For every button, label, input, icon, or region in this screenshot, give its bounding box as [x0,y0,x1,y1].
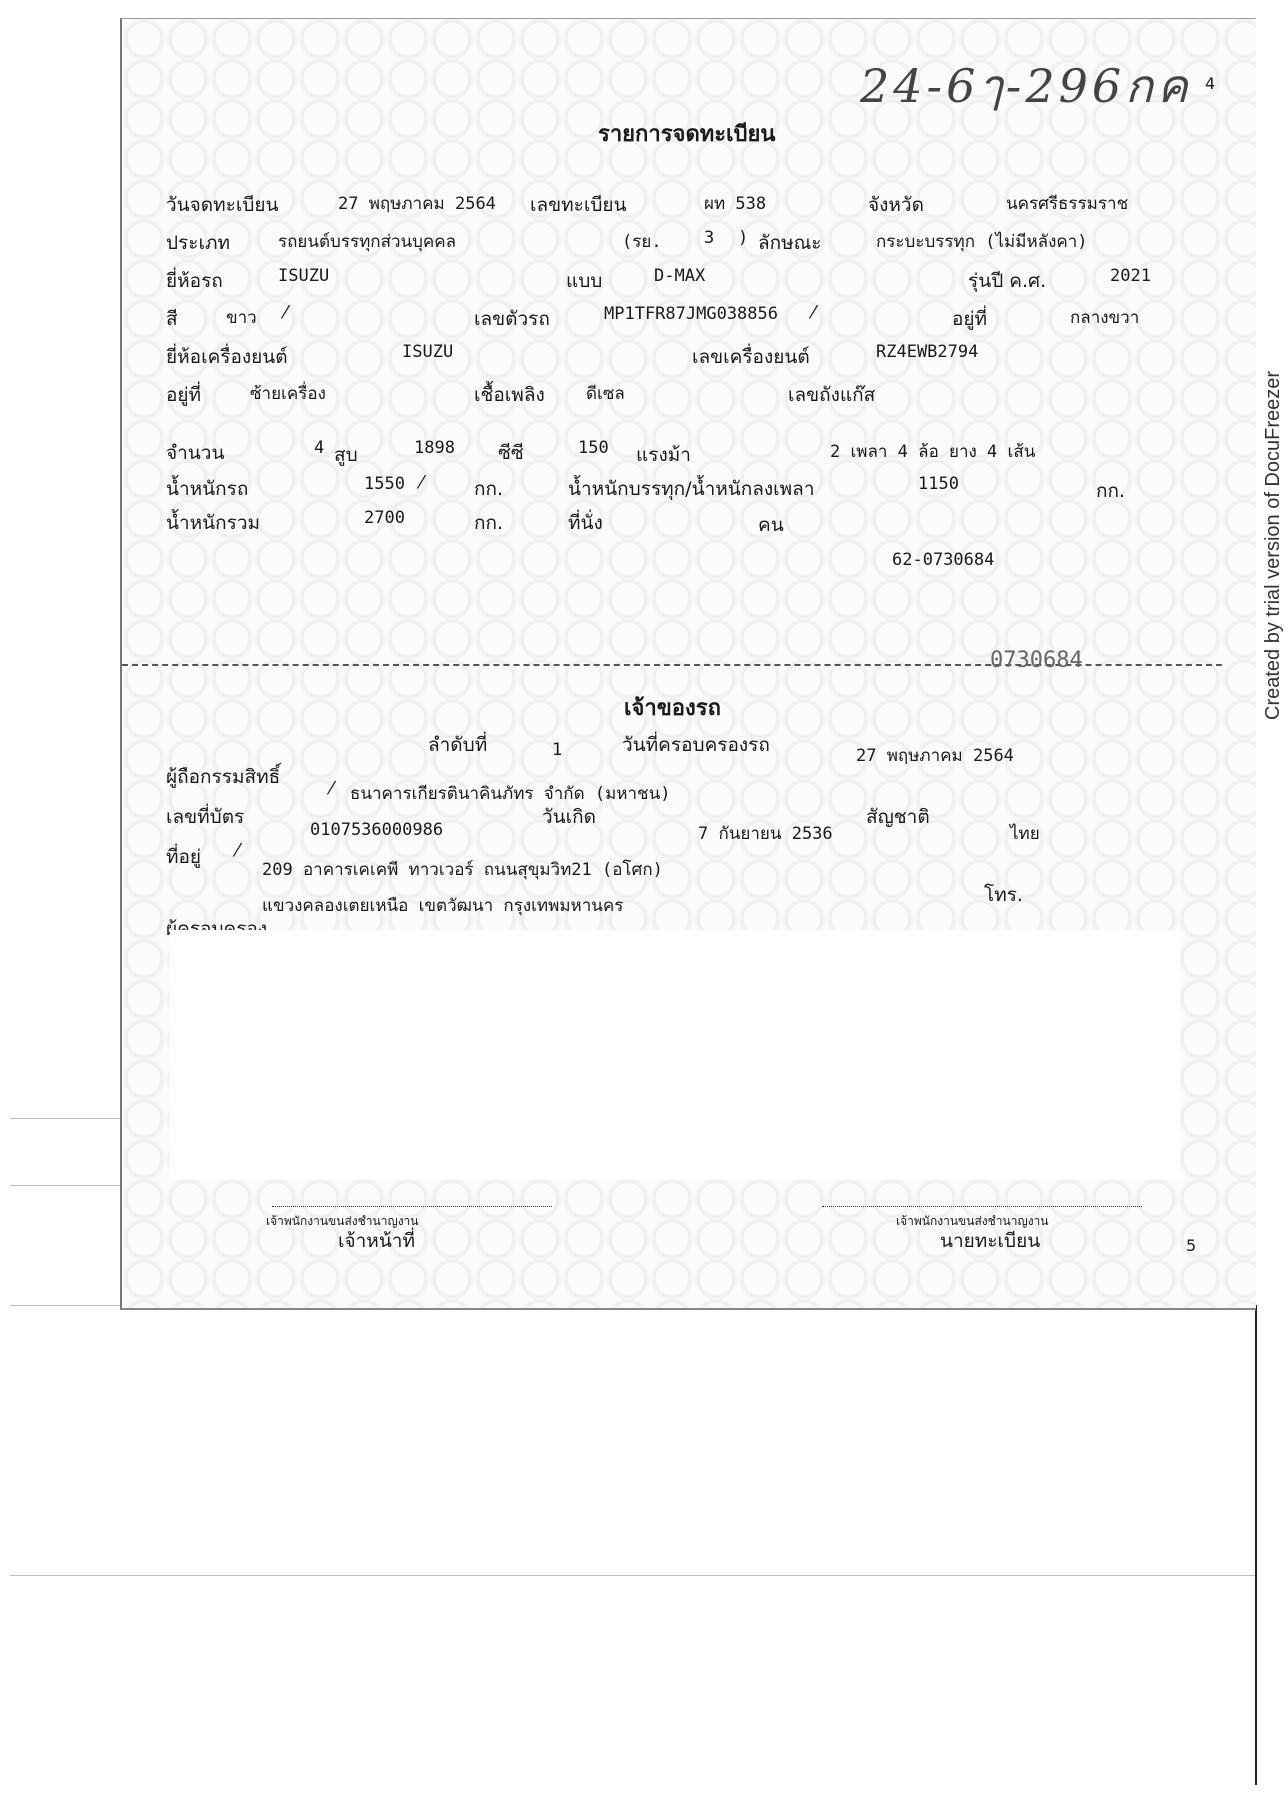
serial-number: 62-0730684 [892,550,995,570]
scan-line [10,1575,1255,1576]
page-number-bottom: 5 [1186,1236,1197,1255]
seat-unit: คน [758,514,784,536]
gas-tank-label: เลขถังแก๊ส [788,384,876,406]
fuel-label: เชื้อเพลิง [474,384,545,406]
occupant-label [166,914,267,928]
engine-number-label: เลขเครื่องยนต์ [692,346,810,368]
class-value: 3 [704,228,715,248]
engine-number-value: RZ4EWB2794 [876,342,979,362]
style-label: ลักษณะ [758,232,822,254]
horsepower-value: 150 [578,438,609,458]
engine-brand-label: ยี่ห้อเครื่องยนต์ [166,346,288,368]
weight-label: น้ำหนักรถ [166,478,249,500]
chassis-label: เลขตัวรถ [474,308,550,330]
total-weight-label: น้ำหนักรวม [166,512,261,534]
plate-value: ผท 538 [704,194,767,214]
nationality-value: ไทย [1010,824,1040,844]
type-label: ประเภท [166,232,231,254]
address-line-1: 209 อาคารเคเคพี ทาวเวอร์ ถนนสุขุมวิท21 (อโศก) [262,860,663,880]
signature-line-left [272,1206,552,1207]
holder-label: ผู้ถือกรรมสิทธิ์ [166,766,281,788]
year-label: รุ่นปี ค.ศ. [968,270,1047,292]
engine-location-label: อยู่ที่ [166,384,202,406]
cylinder-label: สูบ [334,444,358,466]
total-weight-unit: กก. [474,512,504,534]
stamp-left: เจ้าพนักงานขนส่งชำนาญงาน [266,1214,419,1228]
order-label: ลำดับที่ [428,734,488,756]
nationality-label: สัญชาติ [866,806,930,828]
province-label: จังหวัด [868,194,924,216]
chassis-location-value: กลางขวา [1070,308,1140,328]
handwritten-note: 24-6ๅ-296กค [860,59,1192,113]
axle-wheel-tire: 2 เพลา 4 ล้อ ยาง 4 เส้น [830,442,1036,462]
class-close: ) [738,228,749,248]
holder-value: ธนาคารเกียรตินาคินภัทร จำกัด (มหาชน) [350,784,671,804]
cylinder-value: 4 [314,438,325,458]
province-value: นครศรีธรรมราช [1006,194,1129,214]
model-value: D-MAX [654,266,706,286]
seat-label: ที่นั่ง [568,512,603,534]
scan-edge [1255,1305,1257,1785]
weight-unit: กก. [474,478,504,500]
cc-value: 1898 [414,438,455,458]
load-label: น้ำหนักบรรทุก/น้ำหนักลงเพลา [568,478,815,500]
registration-title: รายการจดทะเบียน [598,122,776,147]
watermark: Created by trial version of DocuFreezer [1262,370,1284,720]
order-value: 1 [552,740,563,760]
style-value: กระบะบรรทุก (ไม่มีหลังคา) [876,232,1088,252]
check-mark-icon: ⁄ [330,778,334,799]
plate-label: เลขทะเบียน [530,194,627,216]
address-line-2: แขวงคลองเตยเหนือ เขตวัฒนา กรุงเทพมหานคร [262,896,624,916]
engine-brand-value: ISUZU [402,342,454,362]
id-card-value: 0107536000986 [310,820,444,840]
check-mark-icon: ⁄ [236,840,240,861]
year-value: 2021 [1110,266,1151,286]
birth-date-label: วันเกิด [542,806,596,828]
weight-value: 1550 [364,474,405,494]
model-label: แบบ [566,270,603,292]
possess-date-value: 27 พฤษภาคม 2564 [856,746,1014,766]
birth-date-value: 7 กันยายน 2536 [698,824,833,844]
cc-label: ซีซี [498,442,524,464]
possess-date-label: วันที่ครอบครองรถ [622,734,770,756]
chassis-location-label: อยู่ที่ [952,308,988,330]
serial-partial: 0730684 [990,648,1083,673]
total-weight-value: 2700 [364,508,405,528]
brand-label: ยี่ห้อรถ [166,270,223,292]
class-open: (รย. [622,232,662,252]
stamp-right: เจ้าพนักงานขนส่งชำนาญงาน [896,1214,1049,1228]
horsepower-label: แรงม้า [636,444,691,466]
check-mark-icon: ⁄ [284,302,288,323]
check-mark-icon: ⁄ [420,472,424,493]
officer-title: เจ้าหน้าที่ [338,1230,416,1252]
signature-line-right [822,1206,1142,1207]
owner-title: เจ้าของรถ [624,696,721,721]
redacted-area [170,930,1180,1180]
color-label: สี [166,308,178,330]
phone-label: โทร. [984,884,1023,906]
address-label: ที่อยู่ [166,846,202,868]
count-label: จำนวน [166,442,225,464]
brand-value: ISUZU [278,266,330,286]
reg-date-label: วันจดทะเบียน [166,194,279,216]
engine-location-value: ซ้ายเครื่อง [250,384,326,404]
page-number-top: 4 [1205,74,1216,93]
fuel-value: ดีเซล [586,384,625,404]
id-card-label: เลขที่บัตร [166,806,245,828]
color-value: ขาว [226,308,257,328]
load-unit: กก. [1096,480,1126,502]
type-value: รถยนต์บรรทุกส่วนบุคคล [278,232,457,252]
check-mark-icon: ⁄ [812,302,816,323]
registrar-title: นายทะเบียน [940,1230,1041,1252]
chassis-value: MP1TFR87JMG038856 [604,304,778,324]
reg-date-value: 27 พฤษภาคม 2564 [338,194,496,214]
load-value: 1150 [918,474,959,494]
